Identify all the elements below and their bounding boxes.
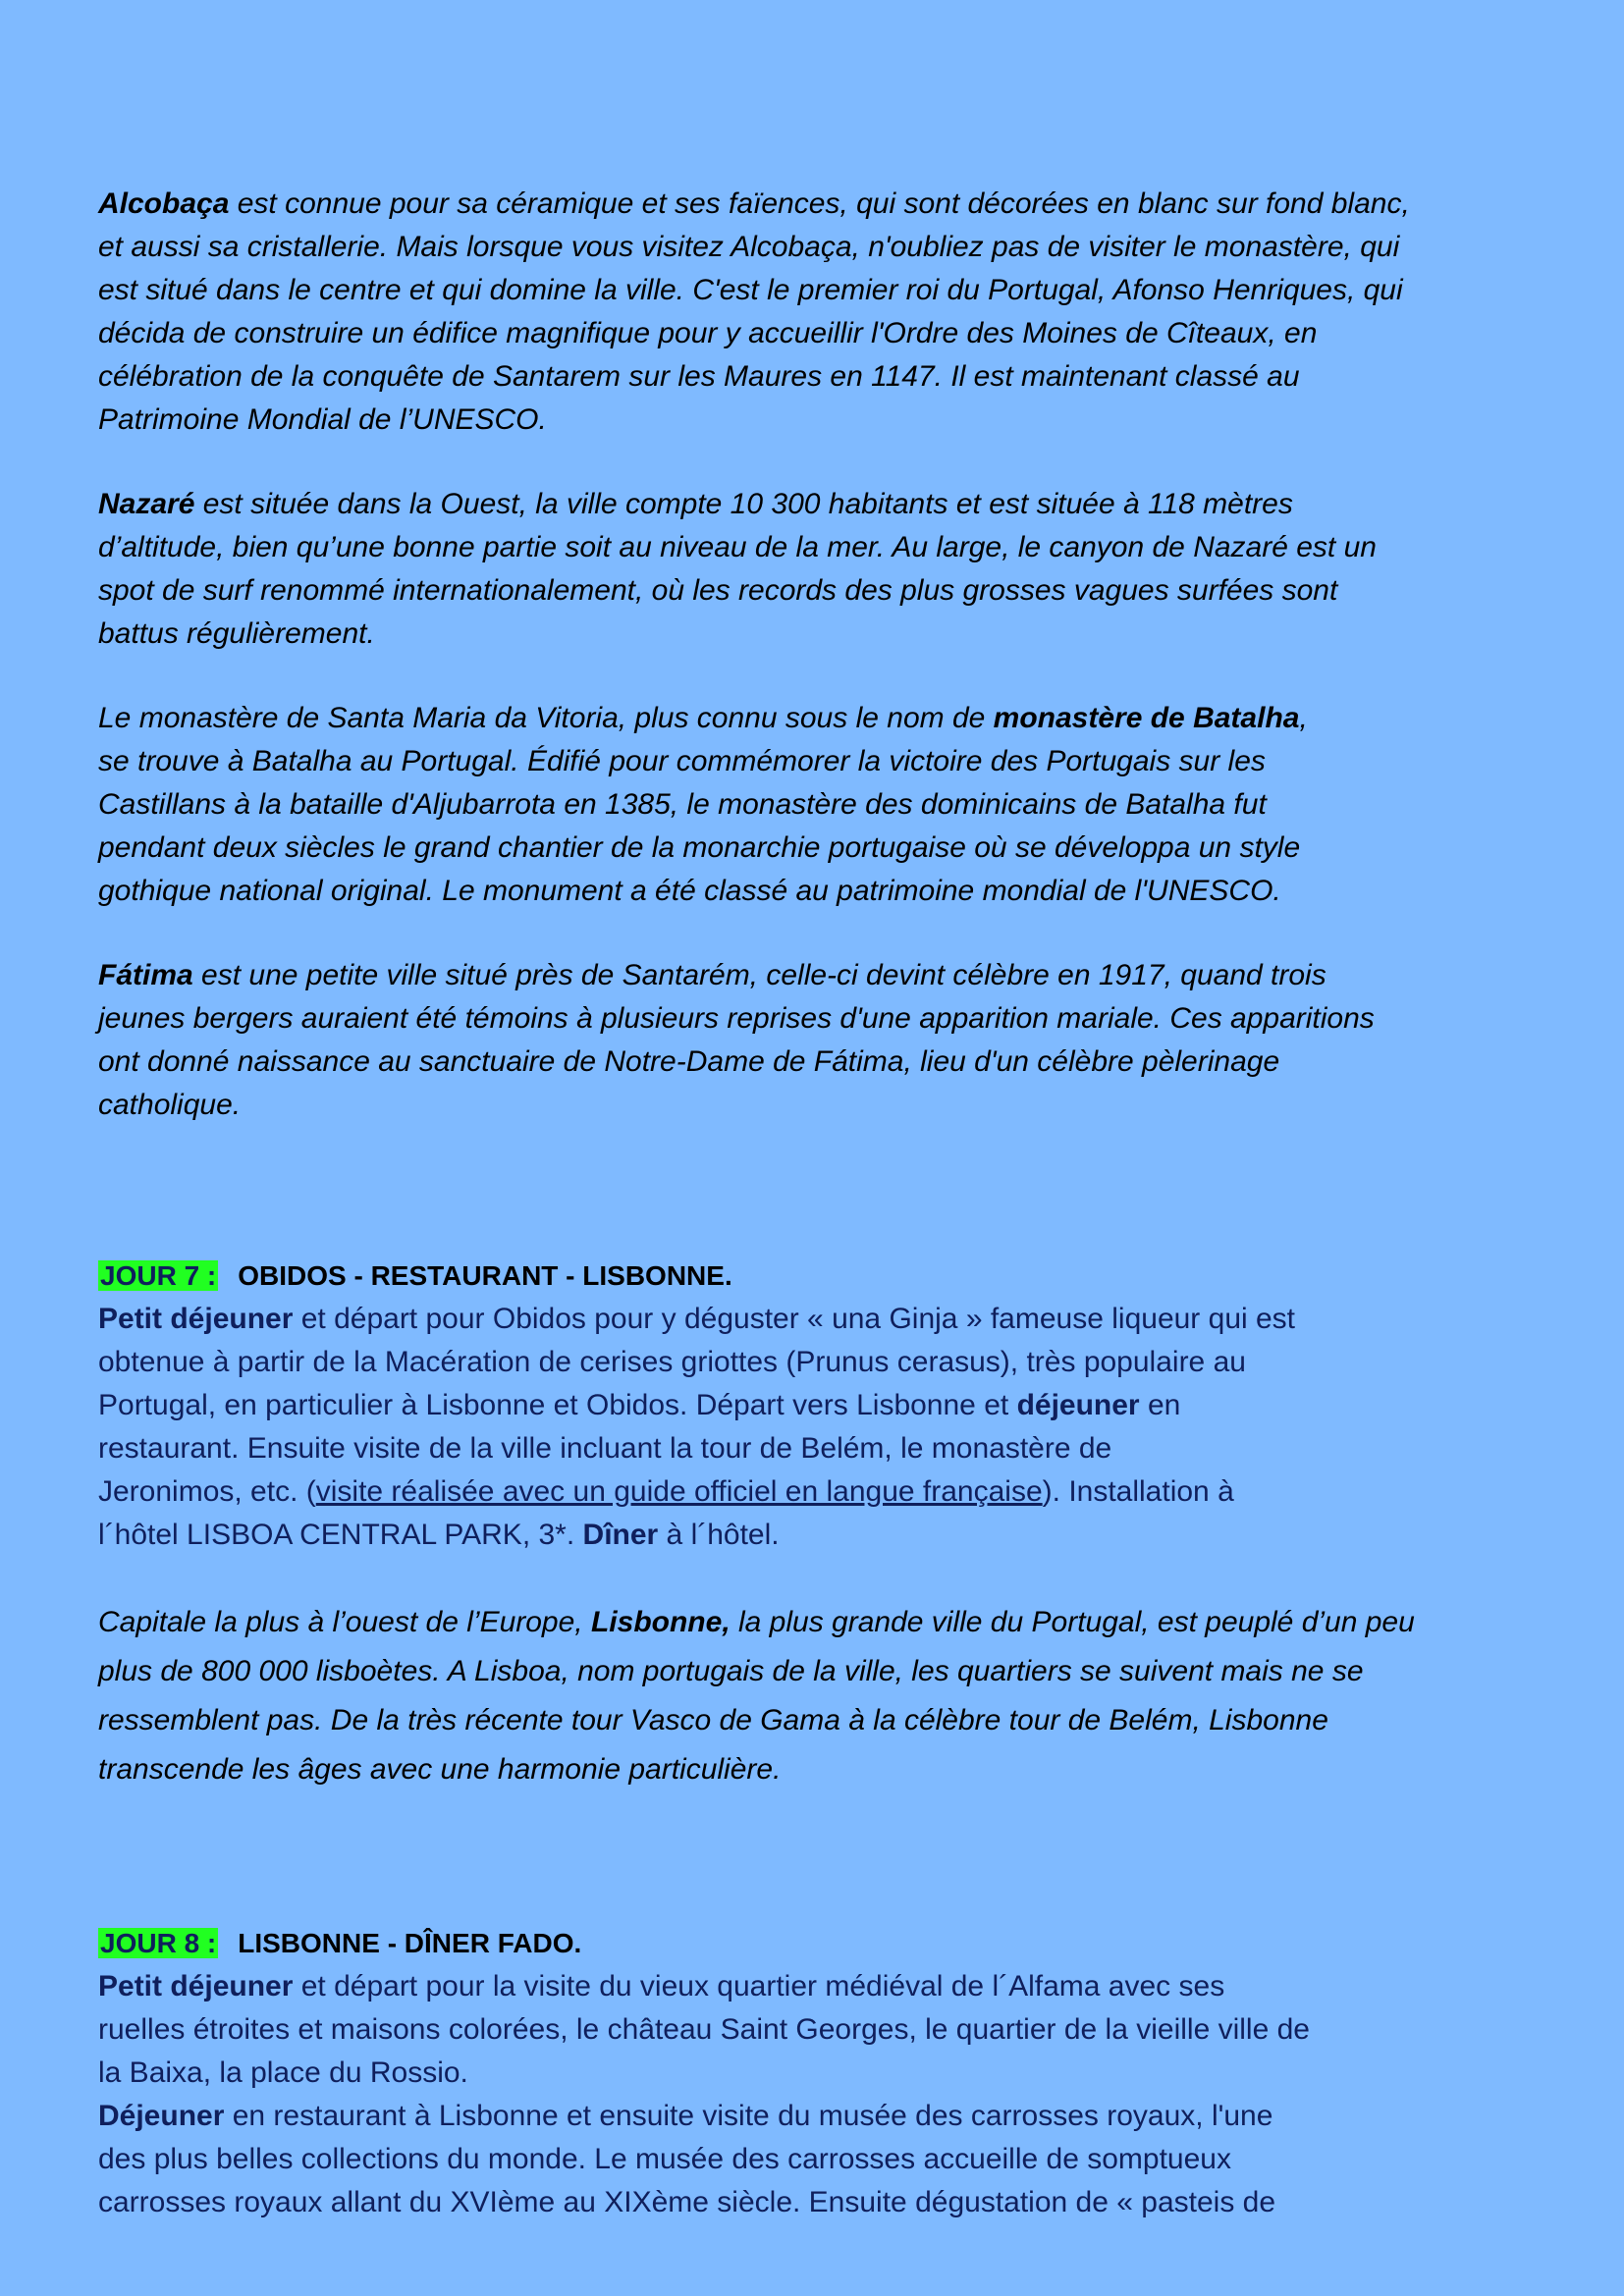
fatima-heading: Fátima (98, 959, 193, 991)
batalha-heading: monastère de Batalha (993, 702, 1300, 734)
nazare-heading: Nazaré (98, 488, 195, 520)
day-8-heading (98, 1922, 1551, 1965)
paragraph-fatima: Fátima est une petite ville situé près de Santarém, celle-ci devint célèbre en 1917, quand trois jeunes bergers auraient été témoins à plusieurs reprises d'une apparition mariale. Ces apparitions ont donné naissance au sanctuaire de Notre-Dame de Fátima, lieu d'un célèbre pèlerinage catholique. (98, 959, 1375, 1121)
paragraph-nazare: Nazaré est située dans la Ouest, la ville compte 10 300 habitants et est située à 118 mètres d’altitude, bien qu’une bonne partie soit au niveau de la mer. Au large, le canyon de Nazaré est un spot de surf renommé internationalement, où les records des plus grosses vagues surfées sont battus régulièrement. (98, 488, 1377, 650)
guided-visit-note: visite réalisée avec un guide officiel en langue française (315, 1475, 1043, 1508)
paragraph-batalha: Le monastère de Santa Maria da Vitoria, plus connu sous le nom de monastère de Batalha, se trouve à Batalha au Portugal. Édifié pour commémorer la victoire des Portugais sur les Castillans à la bataille d'Aljubarrota en 1385, le monastère des dominicains de Batalha fut pendant deux siècles le grand chantier de la monarchie portugaise où se développa un style gothique national original. Le monument a été classé au patrimoine mondial de l'UNESCO. (98, 702, 1308, 907)
day-7-heading (98, 1255, 1551, 1298)
document-page (98, 183, 1551, 2224)
day-8-tag: JOUR 8 : (100, 1928, 217, 1958)
day-7-title: OBIDOS - RESTAURANT - LISBONNE. (238, 1260, 732, 1291)
lisbonne-heading: Lisbonne, (590, 1606, 731, 1638)
day-7-description: Petit déjeuner et départ pour Obidos pour y déguster « una Ginja » fameuse liqueur qui est obtenue à partir de la Macération de cerises griottes (Prunus cerasus), très populaire au Portugal, en particulier à Lisbonne et Obidos. Départ vers Lisbonne et déjeuner en restaurant. Ensuite visite de la ville incluant la tour de Belém, le monastère de Jeronimos, etc. (visite réalisée avec un guide officiel en langue française). Installation à l´hôtel LISBOA CENTRAL PARK, 3*. Dîner à l´hôtel. (98, 1303, 1296, 1551)
day-7-tag: JOUR 7 : (100, 1260, 217, 1291)
paragraph-alcobaca: Alcobaça est connue pour sa céramique et ses faïences, qui sont décorées en blanc sur fond blanc, et aussi sa cristallerie. Mais lorsque vous visitez Alcobaça, n'oubliez pas de visiter le monastère, qui est situé dans le centre et qui domine la ville. C'est le premier roi du Portugal, Afonso Henriques, qui décida de construire un édifice magnifique pour y accueillir l'Ordre des Moines de Cîteaux, en célébration de la conquête de Santarem sur les Maures en 1147. Il est maintenant classé au Patrimoine Mondial de l’UNESCO. (98, 187, 1410, 436)
day-8-title: LISBONNE - DÎNER FADO. (238, 1928, 582, 1958)
day-8-description: Petit déjeuner et départ pour la visite du vieux quartier médiéval de l´Alfama avec ses ruelles étroites et maisons colorées, le château Saint Georges, le quartier de la vieille ville de la Baixa, la place du Rossio. Déjeuner en restaurant à Lisbonne et ensuite visite du musée des carrosses royaux, l'une des plus belles collections du monde. Le musée des carrosses accueille de somptueux carrosses royaux allant du XVIème au XIXème siècle. Ensuite dégustation de « pasteis de (98, 1970, 1310, 2218)
alcobaca-heading: Alcobaça (98, 187, 230, 220)
paragraph-lisbonne: Capitale la plus à l’ouest de l’Europe, Lisbonne, la plus grande ville du Portugal, est peuplé d’un peu plus de 800 000 lisboètes. A Lisboa, nom portugais de la ville, les quartiers se suivent mais ne se ressemblent pas. De la très récente tour Vasco de Gama à la célèbre tour de Belém, Lisbonne transcende les âges avec une harmonie particulière. (98, 1606, 1415, 1786)
